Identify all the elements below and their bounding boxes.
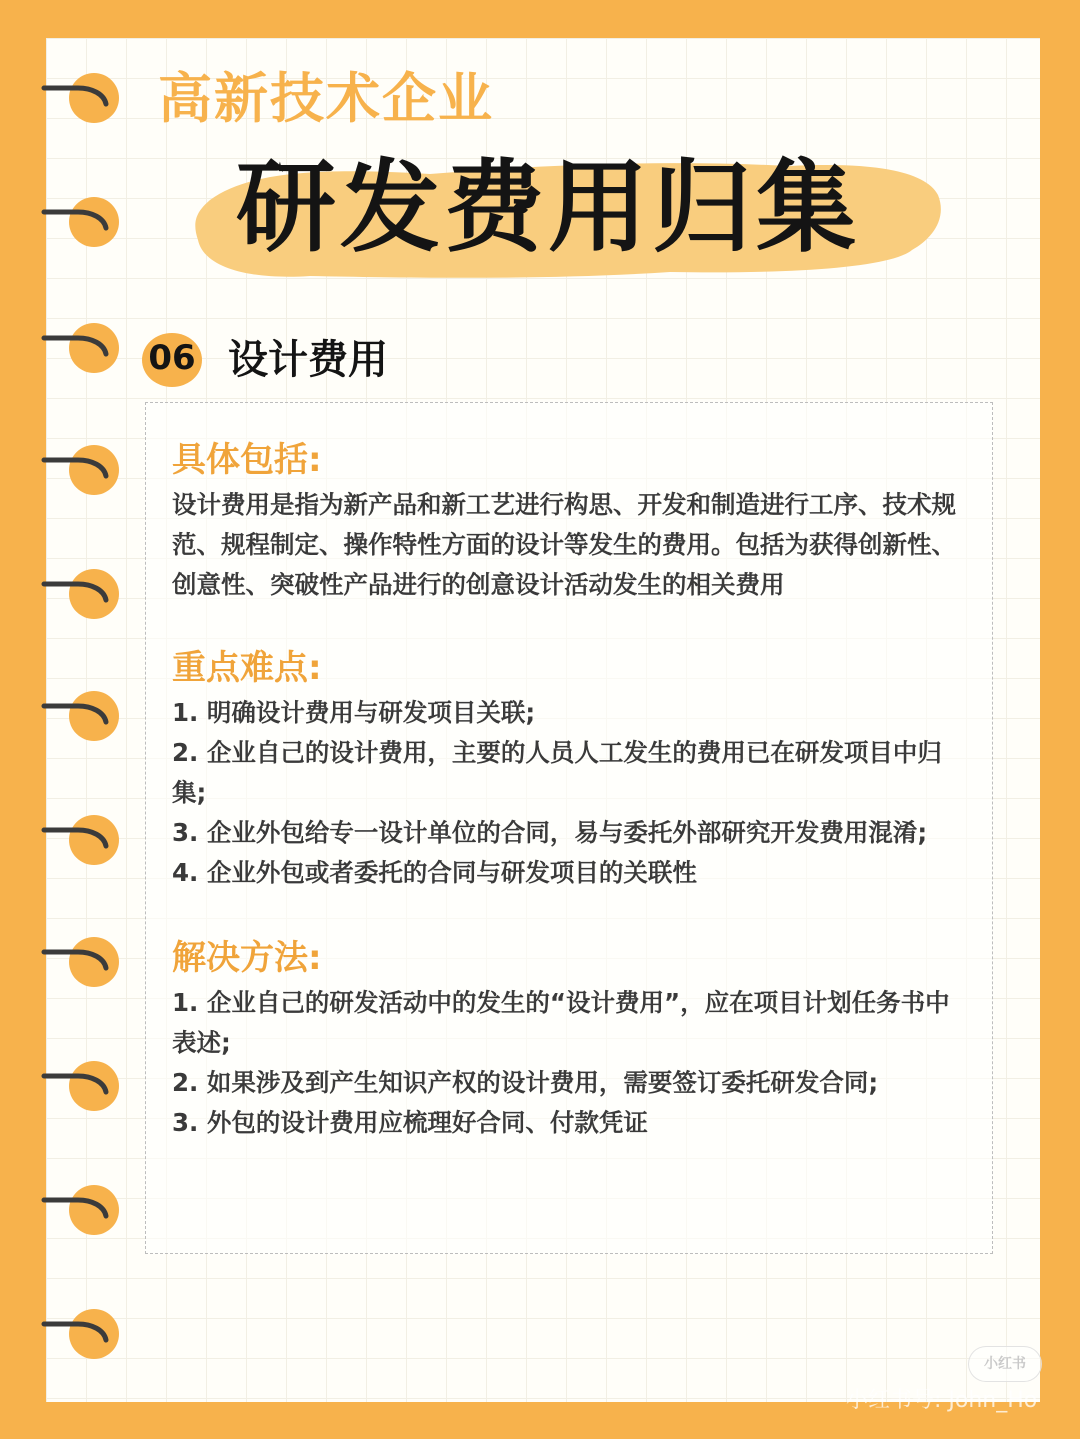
watermark-id: 小红书号: John_Ho: [846, 1388, 1038, 1413]
binder-ring: [44, 73, 119, 123]
list-item: 4. 企业外包或者委托的合同与研发项目的关联性: [172, 858, 697, 887]
binder-ring: [44, 323, 119, 373]
list-item: 2. 企业自己的设计费用，主要的人员人工发生的费用已在研发项目中归集;: [172, 738, 942, 807]
list-item: 3. 企业外包给专一设计单位的合同，易与委托外部研究开发费用混淆;: [172, 818, 928, 847]
includes-heading: 具体包括:: [172, 440, 322, 480]
binder-ring: [44, 1185, 119, 1235]
binder-ring: [44, 937, 119, 987]
list-item: 2. 如果涉及到产生知识产权的设计费用，需要签订委托研发合同;: [172, 1068, 879, 1097]
watermark-logo: [968, 1346, 1042, 1382]
binder-ring: [44, 1061, 119, 1111]
difficulties-list: [172, 693, 962, 893]
list-item: 1. 企业自己的研发活动中的发生的“设计费用”，应在项目计划任务书中表述;: [172, 988, 950, 1057]
list-item: 1. 明确设计费用与研发项目关联;: [172, 698, 536, 727]
solutions-heading: 解决方法:: [172, 938, 322, 978]
main-title: 研发费用归集: [236, 149, 860, 266]
binder-ring: [44, 691, 119, 741]
list-item: 3. 外包的设计费用应梳理好合同、付款凭证: [172, 1108, 648, 1137]
section-title: 设计费用: [228, 337, 388, 383]
binder-ring: [44, 569, 119, 619]
notebook-rings: [0, 0, 140, 1439]
watermark-logo-text: 小红书: [984, 1356, 1026, 1372]
binder-ring: [44, 445, 119, 495]
binder-ring: [44, 1309, 119, 1359]
includes-text: 设计费用是指为新产品和新工艺进行构思、开发和制造进行工序、技术规范、规程制定、操作特性方面的设计等发生的费用。包括为获得创新性、创意性、突破性产品进行的创意设计活动发生的相关费用: [172, 490, 956, 599]
difficulties-heading: 重点难点:: [172, 648, 322, 688]
pretitle: 高新技术企业: [158, 67, 494, 130]
solutions-list: [172, 983, 962, 1143]
content-card: [145, 402, 993, 1254]
binder-ring: [44, 815, 119, 865]
section-number: 06: [148, 338, 196, 378]
binder-ring: [44, 197, 119, 247]
